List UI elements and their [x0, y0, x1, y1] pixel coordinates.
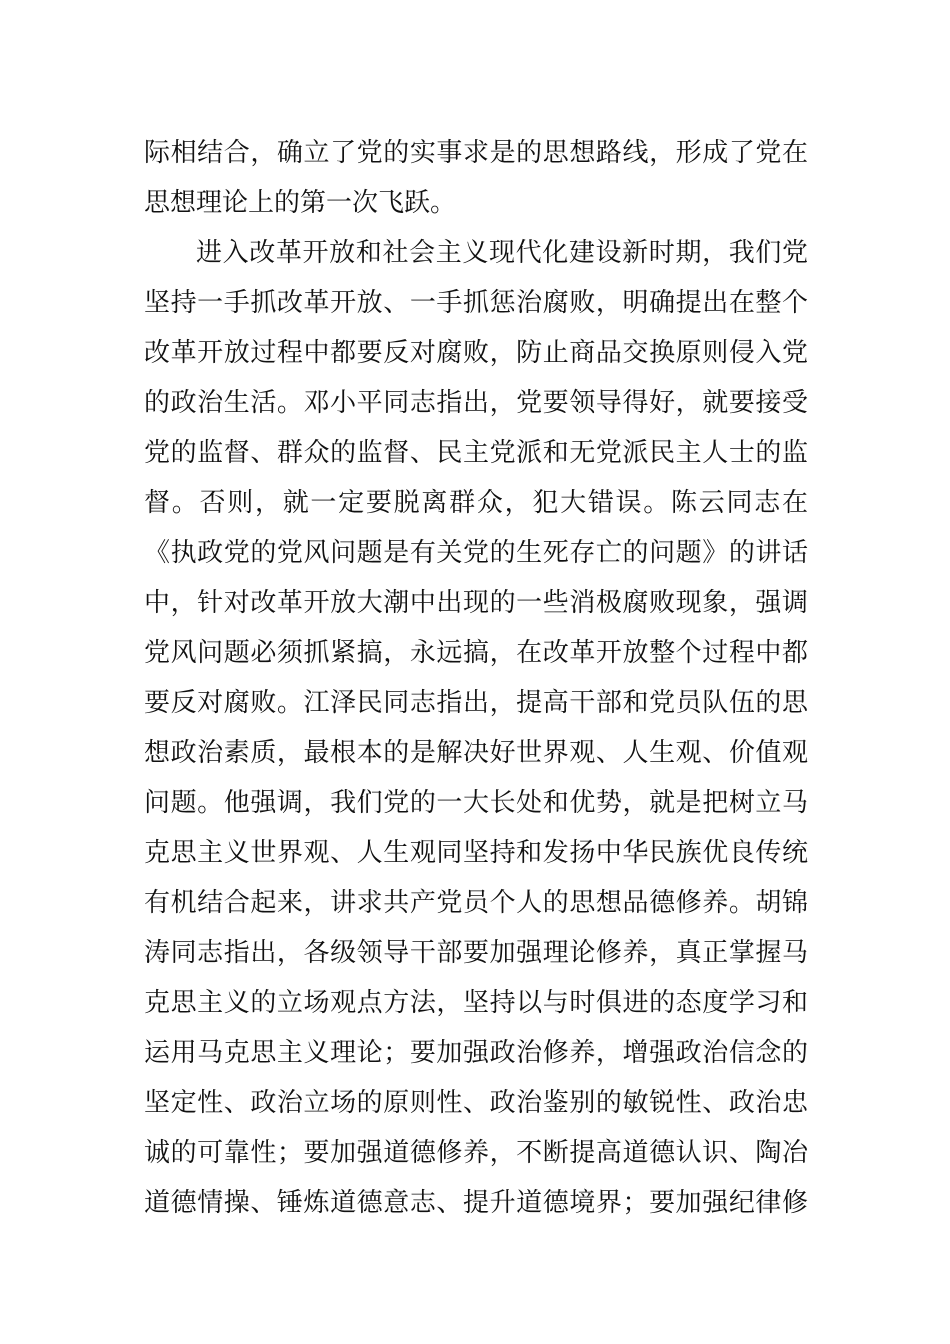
text-line: 中，针对改革开放大潮中出现的一些消极腐败现象，强调 [144, 588, 808, 618]
text-line: 《执政党的党风问题是有关党的生死存亡的问题》的讲话 [144, 538, 808, 568]
text-line: 诚的可靠性；要加强道德修养，不断提高道德认识、陶冶 [144, 1138, 808, 1168]
text-line: 思想理论上的第一次飞跃。 [144, 188, 457, 218]
text-line: 有机结合起来，讲求共产党员个人的思想品德修养。胡锦 [144, 888, 808, 918]
text-line: 坚定性、政治立场的原则性、政治鉴别的敏锐性、政治忠 [144, 1088, 808, 1118]
text-line: 的政治生活。邓小平同志指出，党要领导得好，就要接受 [144, 388, 808, 418]
text-line: 问题。他强调，我们党的一大长处和优势，就是把树立马 [144, 788, 808, 818]
text-line: 克思主义的立场观点方法，坚持以与时俱进的态度学习和 [144, 988, 808, 1018]
text-line: 克思主义世界观、人生观同坚持和发扬中华民族优良传统 [144, 838, 808, 868]
text-line: 运用马克思主义理论；要加强政治修养，增强政治信念的 [144, 1038, 808, 1068]
text-line: 道德情操、锤炼道德意志、提升道德境界；要加强纪律修 [144, 1188, 808, 1218]
text-line: 涛同志指出，各级领导干部要加强理论修养，真正掌握马 [144, 938, 808, 968]
text-line: 坚持一手抓改革开放、一手抓惩治腐败，明确提出在整个 [144, 288, 808, 318]
text-line: 党风问题必须抓紧搞，永远搞，在改革开放整个过程中都 [144, 638, 808, 668]
text-line: 际相结合，确立了党的实事求是的思想路线，形成了党在 [144, 138, 808, 168]
text-line: 要反对腐败。江泽民同志指出，提高干部和党员队伍的思 [144, 688, 808, 718]
text-line: 督。否则，就一定要脱离群众，犯大错误。陈云同志在 [144, 488, 808, 518]
text-line: 进入改革开放和社会主义现代化建设新时期，我们党 [196, 238, 808, 268]
text-line: 党的监督、群众的监督、民主党派和无党派民主人士的监 [144, 438, 808, 468]
text-line: 想政治素质，最根本的是解决好世界观、人生观、价值观 [144, 738, 808, 768]
text-line: 改革开放过程中都要反对腐败，防止商品交换原则侵入党 [144, 338, 808, 368]
